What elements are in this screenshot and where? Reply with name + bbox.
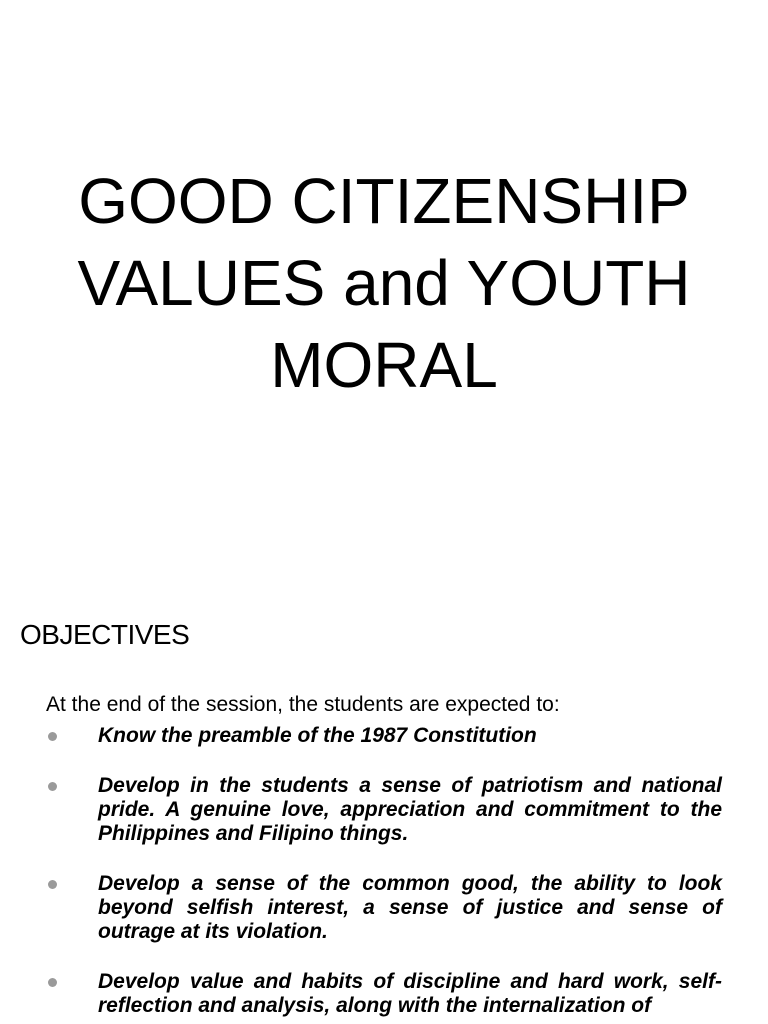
title-line-3: MORAL (270, 329, 498, 401)
objective-text: Develop value and habits of discipline and hard work, self-reflection and analysis, along with the internalization of (98, 970, 722, 1017)
objectives-heading: OBJECTIVES (20, 619, 190, 650)
objectives-intro: At the end of the session, the students are expected to: (46, 693, 560, 716)
objective-item (46, 724, 722, 748)
bullet-icon (48, 978, 57, 987)
bullet-icon (48, 732, 57, 741)
objective-text: Know the preamble of the 1987 Constitution (98, 724, 537, 747)
slide-title (0, 160, 768, 406)
bullet-icon (48, 880, 57, 889)
objective-item (46, 774, 722, 846)
objective-item (46, 970, 722, 1018)
objective-text: Develop in the students a sense of patriotism and national pride. A genuine love, appreciation and commitment to the Philippines and Filipino things. (98, 774, 722, 845)
objective-text: Develop a sense of the common good, the ability to look beyond selfish interest, a sense of justice and sense of outrage at its violation. (98, 872, 722, 943)
objectives-list (46, 724, 722, 1024)
bullet-icon (48, 782, 57, 791)
title-line-1: GOOD CITIZENSHIP (78, 165, 690, 237)
objective-item (46, 872, 722, 944)
title-line-2: VALUES and YOUTH (77, 247, 691, 319)
